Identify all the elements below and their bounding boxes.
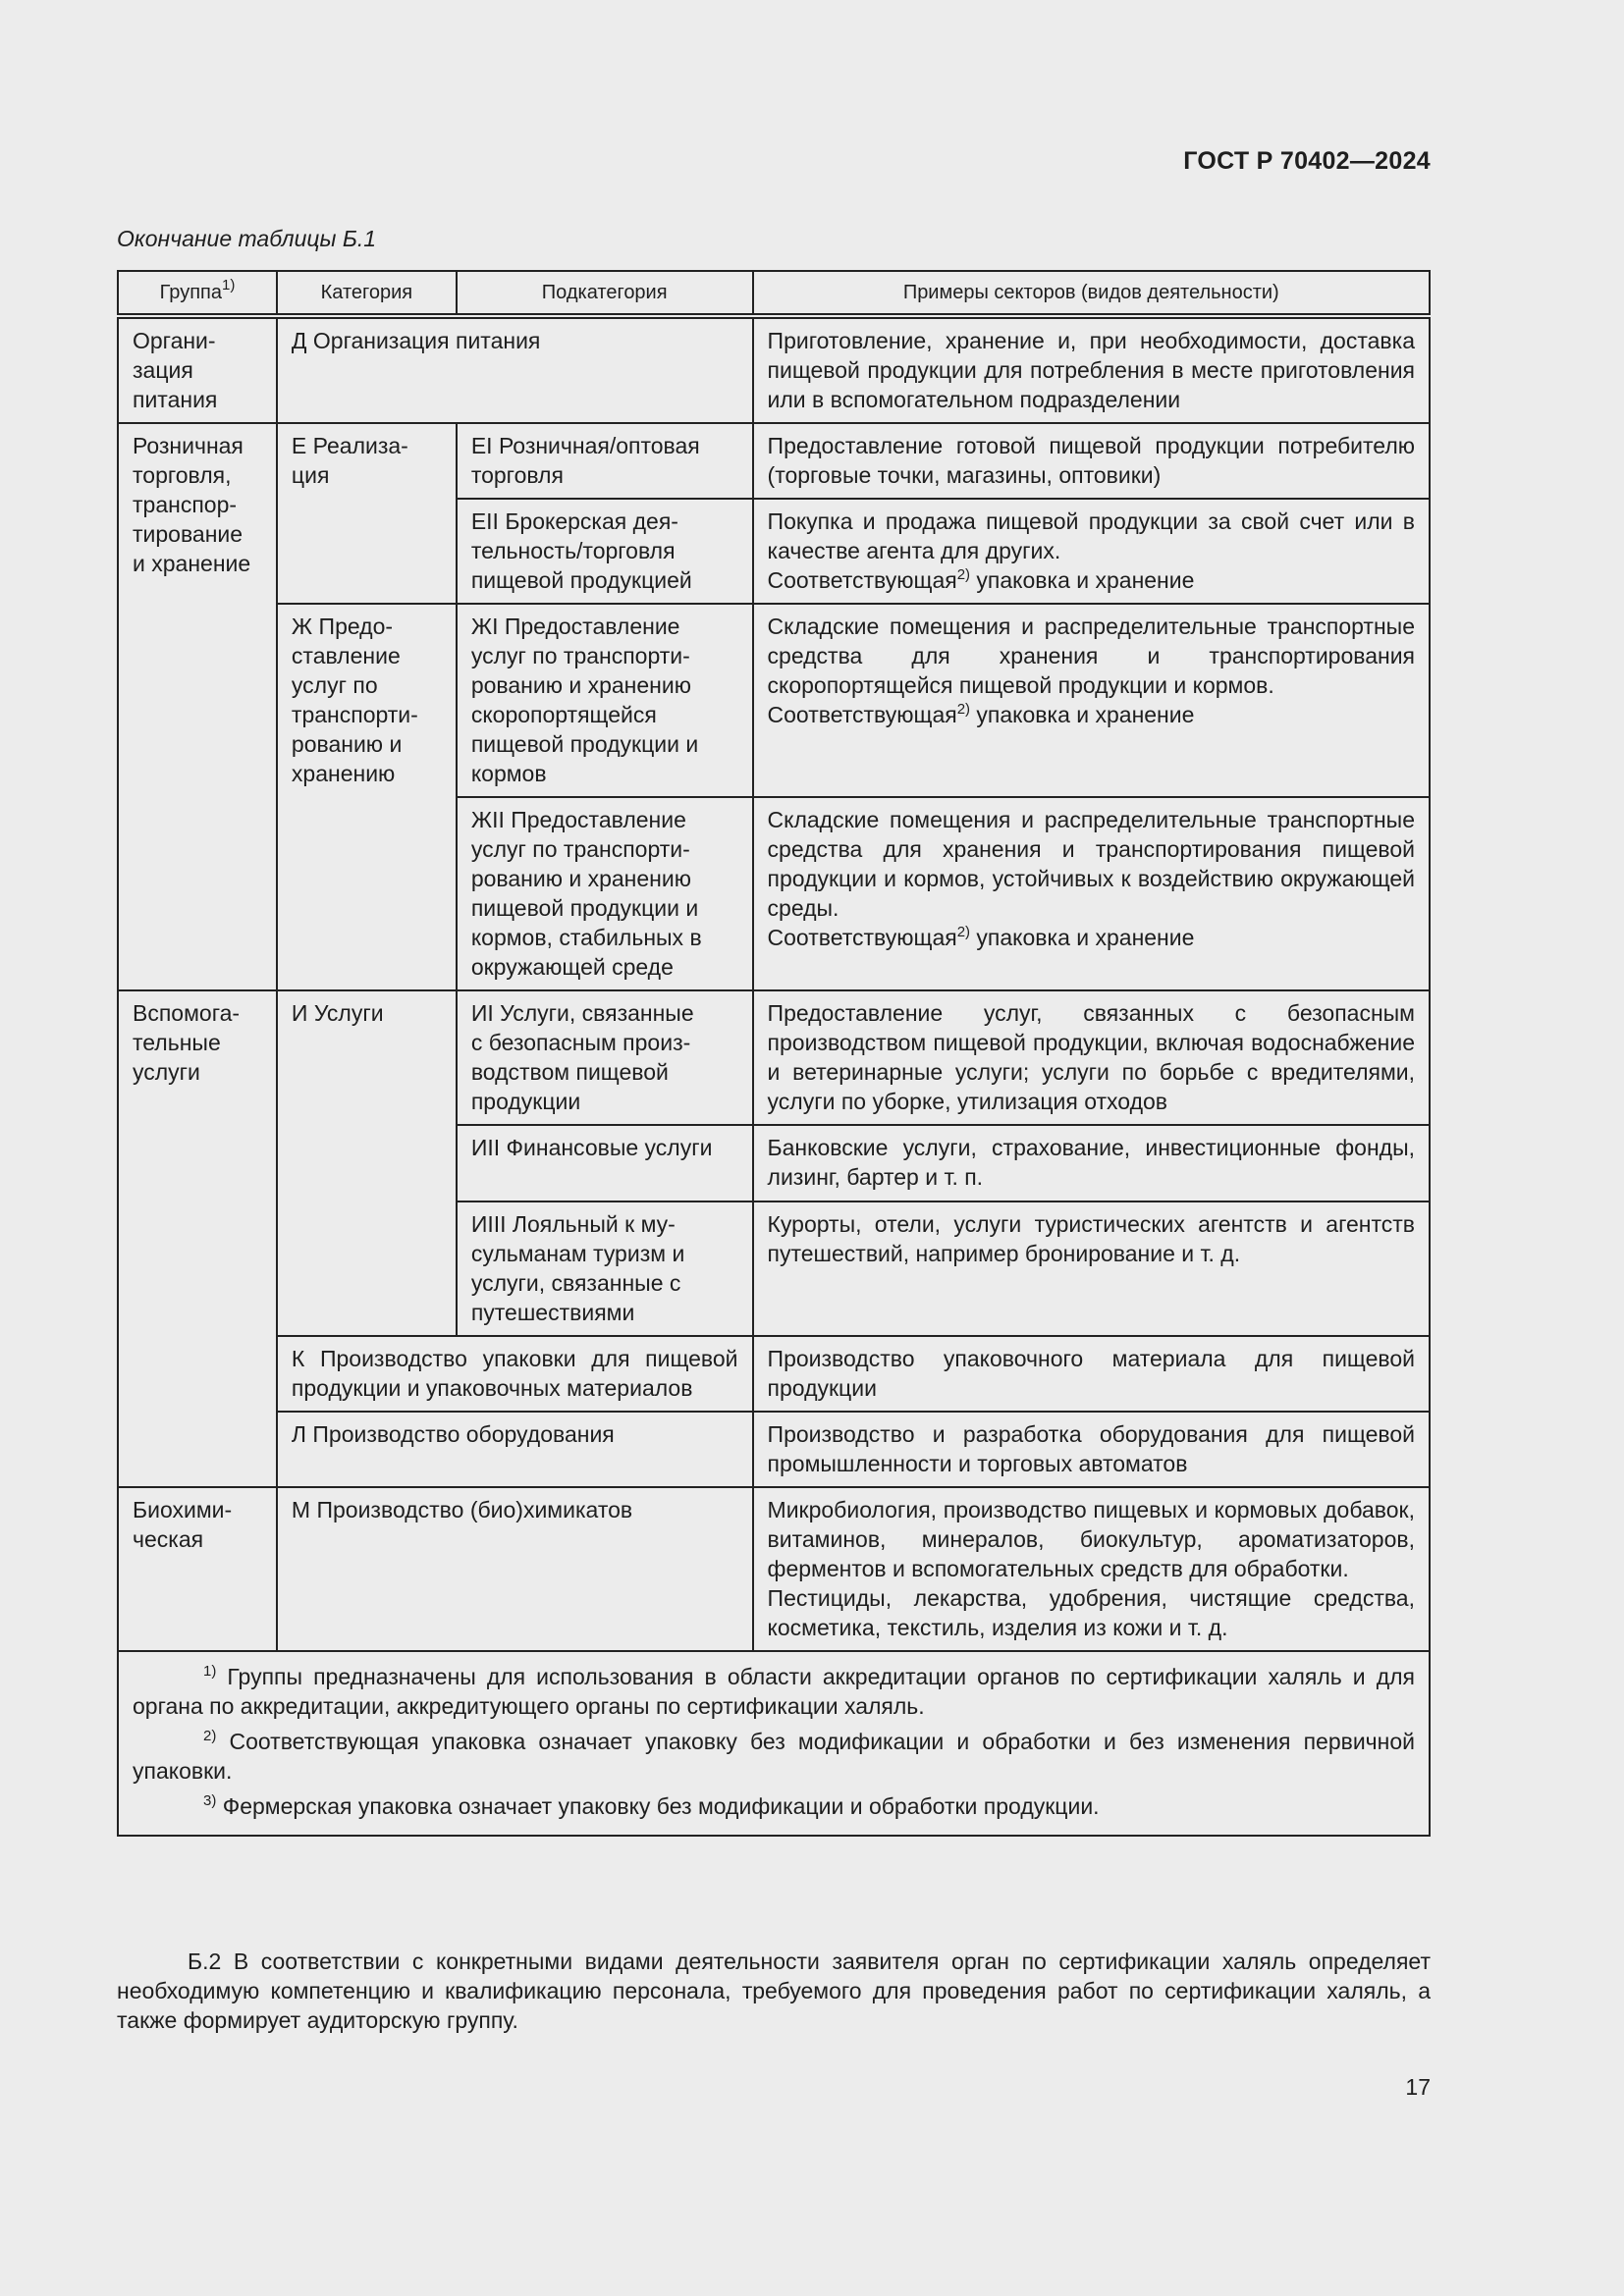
- footnote: $^{2)}$ Соответствующая упаковка означает упаковку без модификации и обработки и без изменения первичной упаковки.: [133, 1728, 1415, 1784]
- subcategory-cell: ЕI Розничная/оптовая торговля: [457, 423, 753, 499]
- category-cell: К Производство упаковки для пищевой продукции и упаковочных материалов: [277, 1336, 753, 1412]
- examples-cell: Банковские услуги, страхование, инвестиционные фонды, лизинг, бартер и т. п.: [753, 1125, 1430, 1201]
- footnote: $^{1)}$ Группы предназначены для использования в области аккредитации органов по сертификации халяль и для органа по аккредитации, аккредитующего органы по сертификации халяль.: [133, 1663, 1415, 1719]
- body-paragraph: Б.2 В соответствии с конкретными видами деятельности заявителя орган по сертификации халяль определяет необходимую компетенцию и квалификацию персонала, требуемого для проведения работ по сертификации халяль, а также формирует аудиторскую группу.: [117, 1949, 1431, 2033]
- examples-cell: Курорты, отели, услуги туристических агентств и агентств путешествий, например бронирование и т. д.: [753, 1201, 1430, 1336]
- table-row: [118, 990, 1430, 1125]
- table-row: [118, 1487, 1430, 1651]
- footnote-marker: 2): [203, 1728, 217, 1744]
- category-cell: М Производство (био)химикатов: [277, 1487, 753, 1651]
- category-cell: Ж Предо- ставление услуг по транспорти- рованию и хранению: [277, 604, 457, 990]
- table-row: [118, 1412, 1430, 1487]
- table-caption: Окончание таблицы Б.1: [117, 226, 377, 251]
- category-cell: И Услуги: [277, 990, 457, 1336]
- subcategory-cell: ИIII Лояльный к му- сульманам туризм и услуги, связанные с путешествиями: [457, 1201, 753, 1336]
- footnote-ref: 2): [956, 701, 971, 718]
- footnote-marker: 3): [203, 1792, 217, 1809]
- table-row: [118, 1336, 1430, 1412]
- examples-cell: Производство и разработка оборудования для пищевой промышленности и торговых автоматов: [753, 1412, 1430, 1487]
- classification-table: [117, 270, 1431, 1837]
- category-cell: Д Организация питания: [277, 316, 753, 423]
- footnote-ref: 2): [956, 924, 971, 940]
- subcategory-cell: ЖI Предоставление услуг по транспорти- рованию и хранению скоропортящейся пищевой продукции и кормов: [457, 604, 753, 797]
- group-cell: Розничная торговля, транспор- тирование и хранение: [118, 423, 277, 990]
- examples-cell: Складские помещения и распределительные транспортные средства для хранения и транспортирования пищевой продукции и кормов, устойчивых к воздействию окружающей среды. Соответствующая$^{2)}$ упаковка и хранение: [753, 797, 1430, 990]
- category-cell: Л Производство оборудования: [277, 1412, 753, 1487]
- examples-cell: Покупка и продажа пищевой продукции за свой счет или в качестве агента для других. Соответствующая$^{2)}$ упаковка и хранение: [753, 499, 1430, 604]
- table-header-row: [118, 271, 1430, 316]
- header-subcategory: Подкатегория: [457, 271, 753, 316]
- group-cell: Вспомога- тельные услуги: [118, 990, 277, 1487]
- footnote-marker: 1): [203, 1663, 217, 1680]
- examples-cell: Предоставление услуг, связанных с безопасным производством пищевой продукции, включая водоснабжение и ветеринарные услуги; услуги по борьбе с вредителями, услуги по уборке, утилизация отходов: [753, 990, 1430, 1125]
- subcategory-cell: ЖII Предоставление услуг по транспорти- рованию и хранению пищевой продукции и кормов, стабильных в окружающей среде: [457, 797, 753, 990]
- table-row: [118, 316, 1430, 423]
- header-category: Категория: [277, 271, 457, 316]
- table-row: [118, 423, 1430, 499]
- footnotes-cell: [118, 1651, 1430, 1836]
- table-row: [118, 604, 1430, 797]
- table-notes-row: [118, 1651, 1430, 1836]
- footnote-ref: 1): [221, 277, 236, 294]
- footnote: $^{3)}$ Фермерская упаковка означает упаковку без модификации и обработки продукции.: [203, 1792, 1100, 1819]
- examples-cell: Производство упаковочного материала для пищевой продукции: [753, 1336, 1430, 1412]
- examples-cell: Предоставление готовой пищевой продукции потребителю (торговые точки, магазины, оптовики): [753, 423, 1430, 499]
- header-group: Группа$^{1)}$: [118, 271, 277, 316]
- examples-cell: Микробиология, производство пищевых и кормовых добавок, витаминов, минералов, биокультур, ароматизаторов, ферментов и вспомогательных средств для обработки. Пестициды, лекарства, удобрения, чистящие средства, косметика, текстиль, изделия из кожи и т. д.: [753, 1487, 1430, 1651]
- subcategory-cell: ЕII Брокерская дея- тельность/торговля пищевой продукцией: [457, 499, 753, 604]
- group-cell: Биохими- ческая: [118, 1487, 277, 1651]
- group-cell: Органи- зация питания: [118, 316, 277, 423]
- document-code: ГОСТ Р 70402—2024: [1183, 147, 1431, 175]
- examples-cell: Приготовление, хранение и, при необходимости, доставка пищевой продукции для потребления в месте приготовления или в вспомогательном подразделении: [753, 316, 1430, 423]
- footnote-ref: 2): [956, 566, 971, 583]
- subcategory-cell: ИII Финансовые услуги: [457, 1125, 753, 1201]
- page-number: 17: [1405, 2074, 1431, 2100]
- examples-cell: Складские помещения и распределительные транспортные средства для хранения и транспортирования скоропортящейся пищевой продукции и кормов. Соответствующая$^{2)}$ упаковка и хранение: [753, 604, 1430, 797]
- header-examples: Примеры секторов (видов деятельности): [753, 271, 1430, 316]
- subcategory-cell: ИI Услуги, связанные с безопасным произ- водством пищевой продукции: [457, 990, 753, 1125]
- category-cell: Е Реализа- ция: [277, 423, 457, 604]
